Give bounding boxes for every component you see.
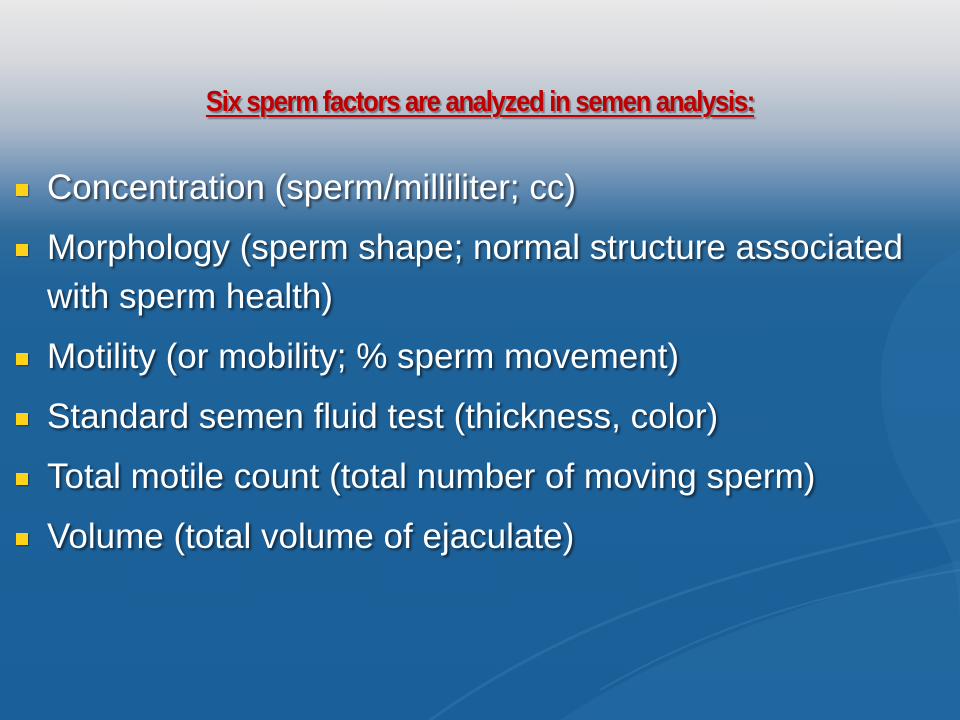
bullet-item-concentration	[12, 163, 912, 212]
bullet-text: Motility (or mobility; % sperm movement)	[47, 337, 680, 376]
bullet-text: Total motile count (total number of moving sperm)	[47, 457, 816, 496]
bullet-text: Concentration (sperm/milliliter; cc)	[47, 168, 577, 207]
bullet-item-morphology	[12, 223, 912, 321]
slide-title: Six sperm factors are analyzed in semen analysis:	[205, 86, 755, 118]
bullet-item-fluid-test	[12, 392, 912, 441]
square-bullet-icon	[16, 353, 28, 365]
square-bullet-icon	[16, 533, 28, 545]
bullet-text: Morphology (sperm shape; normal structure associated with sperm health)	[47, 228, 903, 316]
bullet-text: Volume (total volume of ejaculate)	[47, 517, 575, 556]
bullet-text: Standard semen fluid test (thickness, color)	[47, 397, 719, 436]
square-bullet-icon	[16, 473, 28, 485]
bullet-item-total-motile-count	[12, 452, 912, 501]
bullet-list	[12, 163, 912, 572]
square-bullet-icon	[16, 413, 28, 425]
bullet-item-motility	[12, 332, 912, 381]
square-bullet-icon	[16, 244, 28, 256]
bullet-item-volume	[12, 512, 912, 561]
square-bullet-icon	[16, 184, 28, 196]
